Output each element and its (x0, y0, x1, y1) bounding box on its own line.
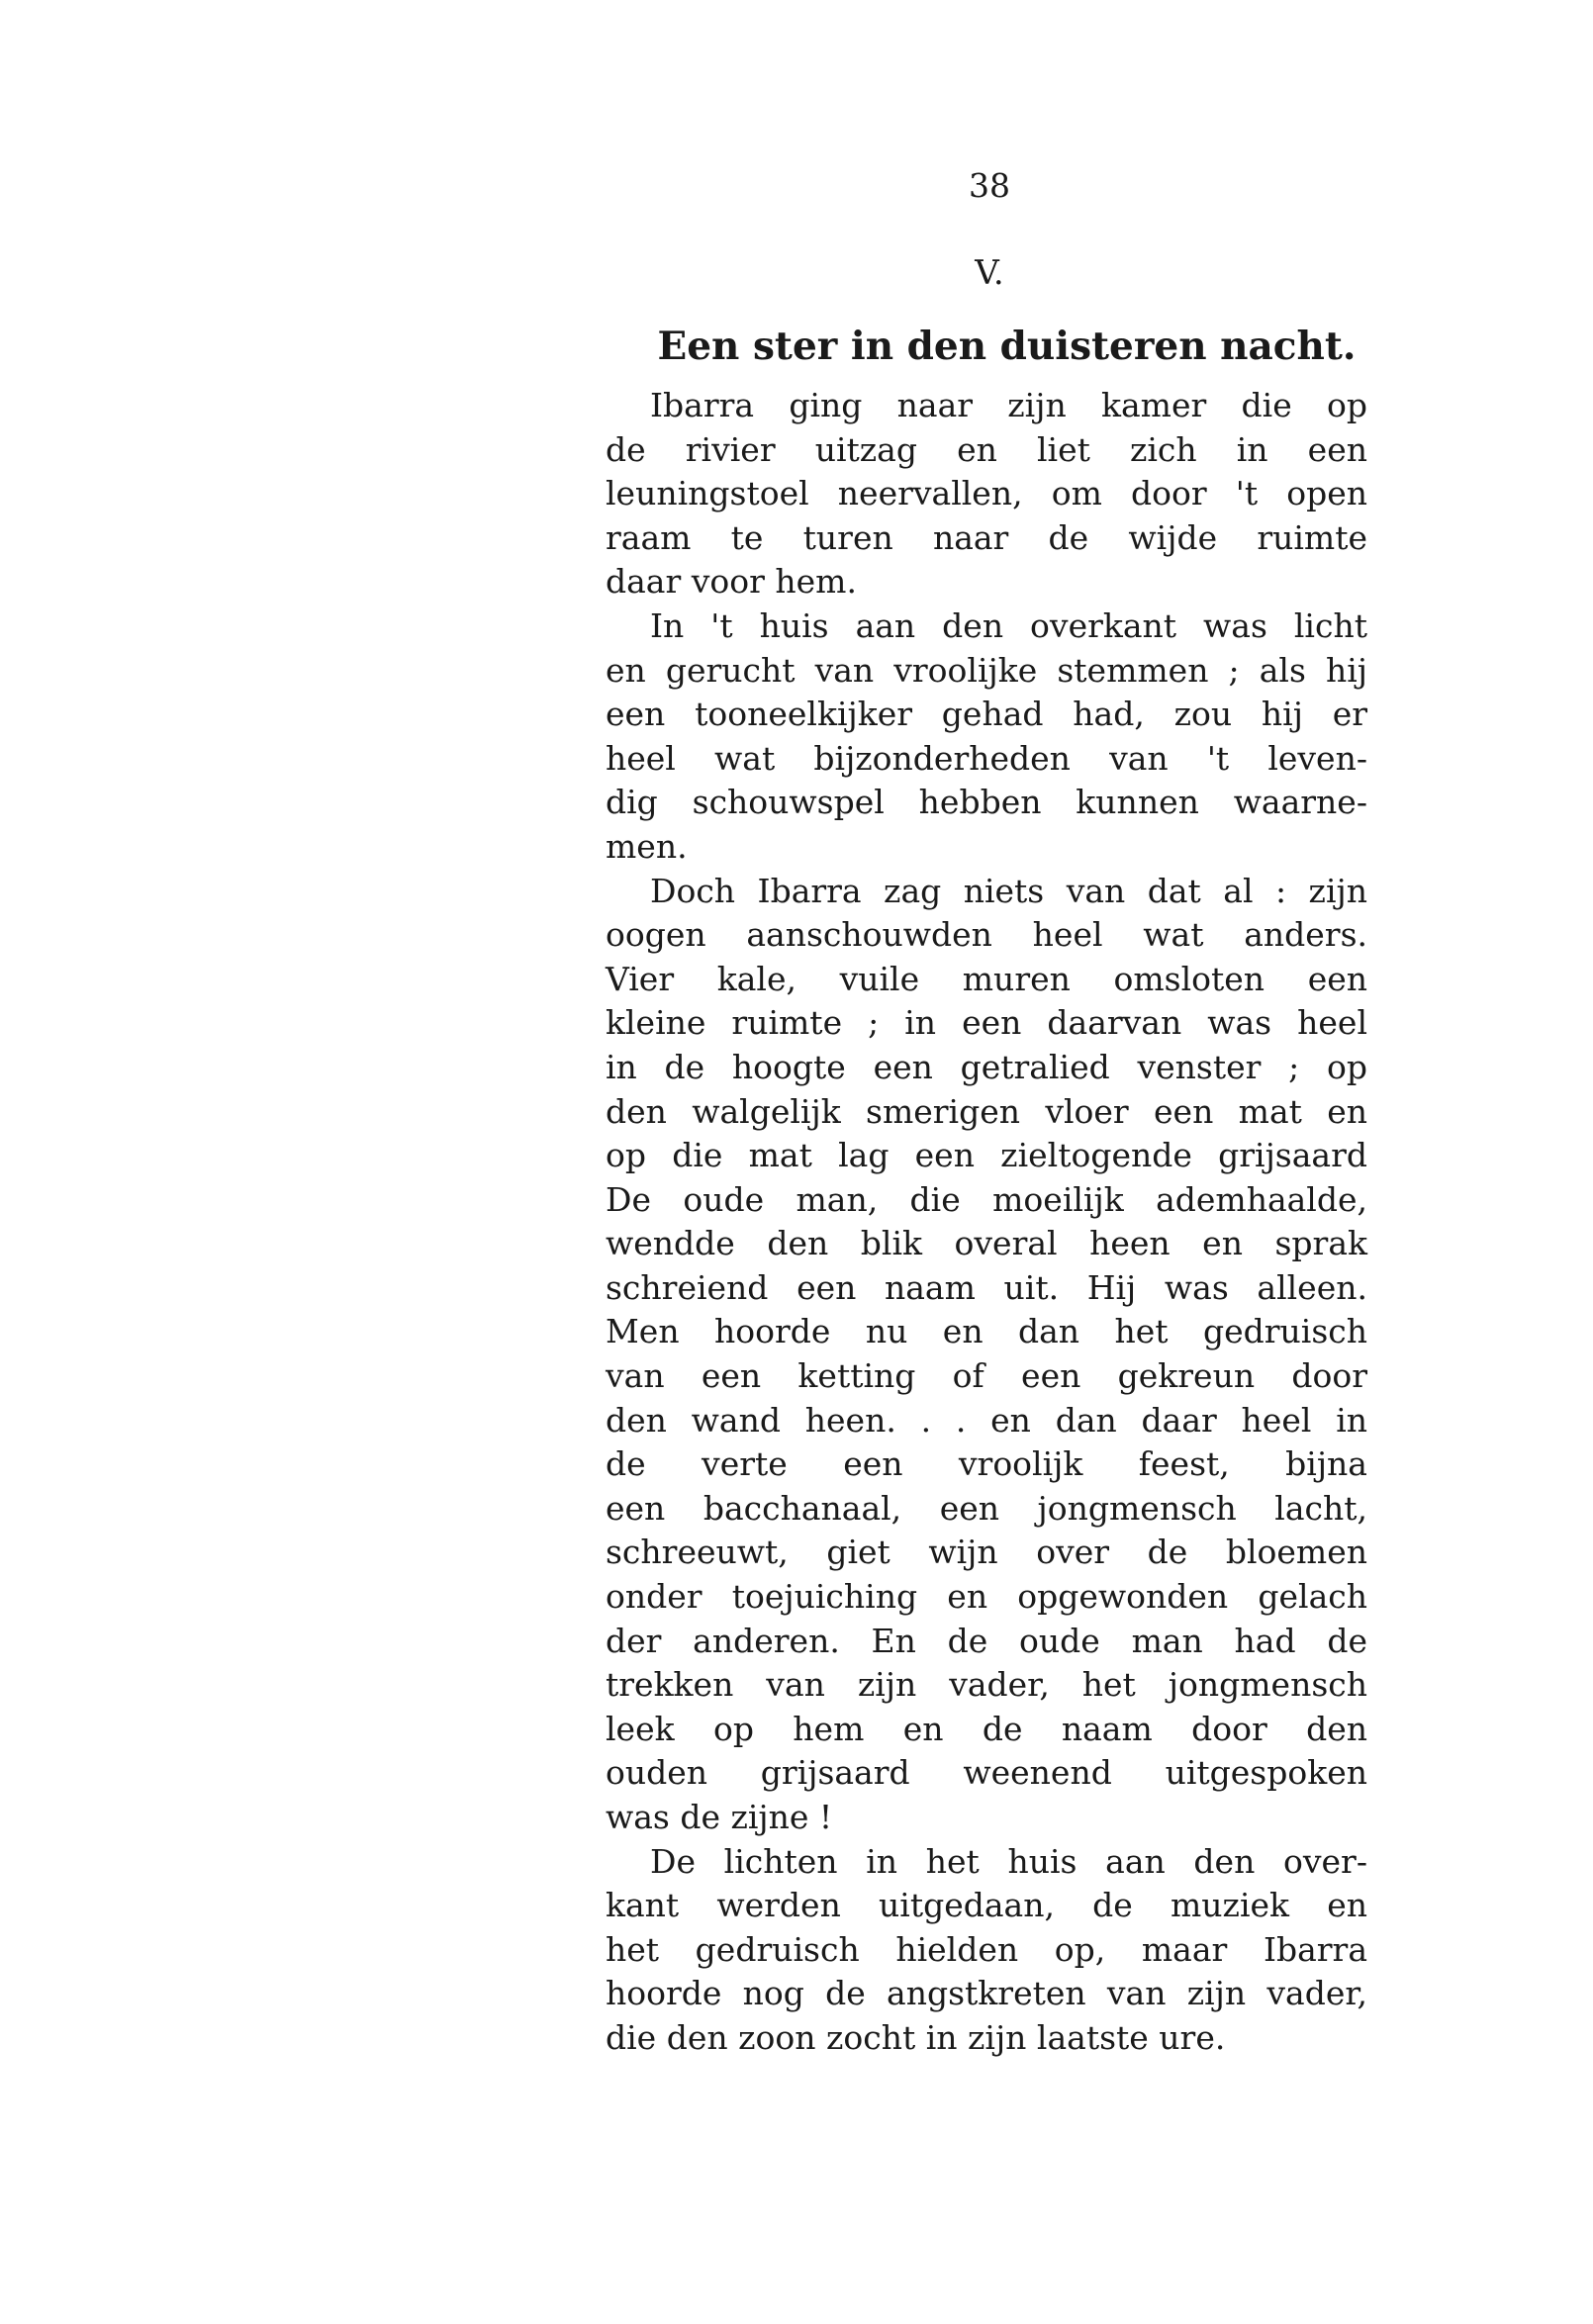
paragraph-1 (606, 384, 1367, 604)
text-line: In 't huis aan den overkant was licht (650, 605, 1367, 645)
text-line: de verte een vroolijk feest, bijna (606, 1444, 1367, 1484)
text-line: men. (606, 826, 688, 866)
text-line: die den zoon zocht in zijn laatste ure. (606, 2017, 1226, 2057)
text-line: en gerucht van vroolijke stemmen ; als hij (606, 650, 1367, 690)
text-line: De lichten in het huis aan den over- (650, 1841, 1367, 1881)
text-line: daar voor hem. (606, 562, 857, 602)
paragraph-3 (606, 870, 1367, 1840)
text-line: Vier kale, vuile muren omsloten een (606, 959, 1367, 998)
text-line: raam te turen naar de wijde ruimte (606, 517, 1367, 557)
text-line: wendde den blik overal heen en sprak (606, 1224, 1367, 1263)
text-line: kleine ruimte ; in een daarvan was heel (606, 1003, 1367, 1043)
text-line: ouden grijsaard weenend uitgespoken (606, 1753, 1367, 1793)
text-line: van een ketting of een gekreun door (606, 1356, 1367, 1396)
text-line: kant werden uitgedaan, de muziek en (606, 1886, 1367, 1925)
text-line: een tooneelkijker gehad had, zou hij er (606, 695, 1367, 734)
text-line: het gedruisch hielden op, maar Ibarra (606, 1929, 1367, 1969)
chapter-title: Een ster in den duisteren nacht. (657, 324, 1357, 369)
page-number: 38 (969, 166, 1010, 205)
text-line: was de zijne ! (606, 1798, 833, 1836)
text-line: trekken van zijn vader, het jongmensch (606, 1665, 1367, 1705)
text-line: op die mat lag een zieltogende grijsaard (606, 1136, 1367, 1175)
text-line: der anderen. En de oude man had de (606, 1621, 1367, 1660)
text-line: dig schouwspel hebben kunnen waarne- (606, 783, 1367, 822)
text-line: leuningstoel neervallen, om door 't open (606, 474, 1367, 513)
text-line: leek op hem en de naam door den (606, 1709, 1367, 1748)
text-line: De oude man, die moeilijk ademhaalde, (606, 1179, 1367, 1219)
text-line: Doch Ibarra zag niets van dat al : zijn (650, 871, 1367, 910)
paragraph-2 (606, 604, 1367, 870)
text-line: de rivier uitzag en liet zich in een (606, 429, 1367, 469)
text-line: onder toejuiching en opgewonden gelach (606, 1577, 1367, 1617)
paragraph-4 (606, 1840, 1367, 2061)
text-line: oogen aanschouwden heel wat anders. (606, 915, 1367, 955)
text-line: een bacchanaal, een jongmensch lacht, (606, 1488, 1367, 1528)
text-line: hoorde nog de angstkreten van zijn vader, (606, 1974, 1367, 2013)
text-line: Men hoorde nu en dan het gedruisch (606, 1312, 1367, 1351)
body-text (606, 384, 1367, 2061)
text-line: Ibarra ging naar zijn kamer die op (650, 386, 1367, 424)
text-line: den walgelijk smerigen vloer een mat en (606, 1091, 1367, 1131)
chapter-numeral: V. (975, 253, 1004, 293)
text-line: schreeuwt, giet wijn over de bloemen (606, 1533, 1367, 1572)
text-line: in de hoogte een getralied venster ; op (606, 1047, 1367, 1086)
text-line: schreiend een naam uit. Hij was alleen. (606, 1267, 1367, 1307)
text-line: heel wat bijzonderheden van 't leven- (606, 738, 1367, 778)
text-line: den wand heen. . . en dan daar heel in (606, 1400, 1367, 1440)
